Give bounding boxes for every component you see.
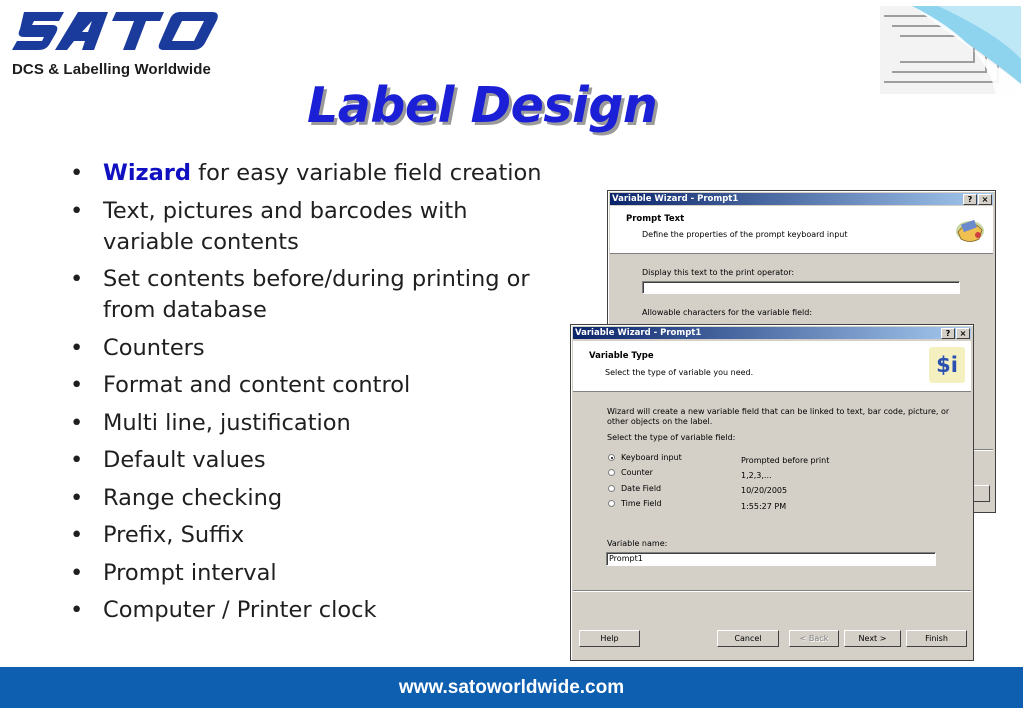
help-button[interactable]: Help xyxy=(579,630,640,647)
variable-type-dialog xyxy=(570,324,974,661)
keyboard-prompt-icon xyxy=(953,212,987,246)
bullet-text: Set contents before/during printing or from database xyxy=(103,266,530,323)
bullet-text: Default values xyxy=(103,447,266,473)
counter-radio[interactable] xyxy=(608,469,615,476)
date-field-label[interactable]: Date Field xyxy=(621,484,662,493)
date-field-radio[interactable] xyxy=(608,485,615,492)
keyboard-input-label[interactable]: Keyboard input xyxy=(621,453,682,462)
feature-list xyxy=(70,158,560,633)
sato-logo xyxy=(12,12,222,84)
dialog-header xyxy=(610,206,993,254)
sato-wordmark-logo xyxy=(12,12,218,50)
cancel-button[interactable]: Cancel xyxy=(717,630,779,647)
bullet-icon: • xyxy=(70,160,84,186)
time-field-example: 1:55:27 PM xyxy=(741,502,787,511)
partially-hidden-button[interactable] xyxy=(972,485,990,502)
list-item xyxy=(70,158,560,189)
dialog-title: Variable Wizard - Prompt1 xyxy=(612,194,739,204)
footer-bar xyxy=(0,667,1023,708)
keyboard-input-radio[interactable] xyxy=(608,454,615,461)
bullet-icon: • xyxy=(70,597,84,623)
bullet-icon: • xyxy=(70,409,84,436)
page-curl-graphic xyxy=(878,4,1023,96)
dialog-title: Variable Wizard - Prompt1 xyxy=(575,328,702,338)
intro-text: Wizard will create a new variable field that can be linked to text, bar code, picture, or xyxy=(607,407,950,416)
bullet-icon: • xyxy=(70,372,84,398)
dialog-separator xyxy=(573,590,971,592)
list-item xyxy=(70,333,560,364)
list-item xyxy=(70,370,560,401)
header-title: Prompt Text xyxy=(626,214,685,224)
display-text-label: Display this text to the print operator: xyxy=(642,268,795,277)
back-button[interactable]: < Back xyxy=(789,630,839,647)
select-type-label: Select the type of variable field: xyxy=(607,433,736,442)
allowable-characters-label: Allowable characters for the variable field: xyxy=(642,308,813,317)
dialog-titlebar[interactable] xyxy=(610,193,993,205)
list-item xyxy=(70,558,560,589)
bullet-text: Prompt interval xyxy=(103,559,277,586)
variable-icon: $i xyxy=(929,347,965,383)
bullet-text: Text, pictures and barcodes with variable contents xyxy=(103,197,468,255)
bullet-icon: • xyxy=(70,559,84,586)
keyboard-input-example: Prompted before print xyxy=(741,456,830,465)
dialog-titlebar[interactable] xyxy=(573,327,971,339)
header-subtitle: Select the type of variable you need. xyxy=(605,368,754,377)
header-title: Variable Type xyxy=(589,351,654,361)
bullet-text: Counters xyxy=(103,334,205,361)
bullet-icon: • xyxy=(70,484,84,511)
footer-url-link[interactable]: www.satoworldwide.com xyxy=(398,677,625,698)
close-icon[interactable]: × xyxy=(956,328,970,339)
list-item xyxy=(70,520,560,551)
counter-example: 1,2,3,... xyxy=(741,471,772,480)
help-icon[interactable]: ? xyxy=(963,194,977,205)
bullet-text: Prefix, Suffix xyxy=(103,522,245,548)
counter-label[interactable]: Counter xyxy=(621,468,653,477)
time-field-label[interactable]: Time Field xyxy=(621,499,662,508)
bullet-text: Range checking xyxy=(103,484,283,511)
date-field-example: 10/20/2005 xyxy=(741,486,788,495)
help-icon[interactable]: ? xyxy=(941,328,955,339)
page-title: Label Design xyxy=(307,77,658,134)
bullet-text: Format and content control xyxy=(103,372,411,398)
bullet-icon: • xyxy=(70,334,84,361)
list-item xyxy=(70,408,560,439)
finish-button[interactable]: Finish xyxy=(906,630,967,647)
variable-name-label: Variable name: xyxy=(607,539,668,548)
display-text-input[interactable] xyxy=(642,281,960,294)
intro-text-2: other objects on the label. xyxy=(607,417,713,426)
bullet-icon: • xyxy=(70,266,84,292)
dialog-header xyxy=(573,341,971,392)
time-field-radio[interactable] xyxy=(608,500,615,507)
list-item xyxy=(70,196,560,258)
bullet-text: Multi line, justification xyxy=(103,409,351,436)
list-item xyxy=(70,264,560,326)
bullet-text: for easy variable field creation xyxy=(191,160,542,186)
list-item xyxy=(70,445,560,476)
bullet-bold-text: Wizard xyxy=(103,160,192,186)
bullet-icon: • xyxy=(70,447,84,473)
logo-tagline: DCS & Labelling Worldwide xyxy=(12,61,211,78)
bullet-icon: • xyxy=(70,522,84,548)
list-item xyxy=(70,483,560,514)
variable-name-input[interactable]: Prompt1 xyxy=(606,552,936,566)
bullet-text: Computer / Printer clock xyxy=(103,597,377,623)
close-icon[interactable]: × xyxy=(978,194,992,205)
next-button[interactable]: Next > xyxy=(844,630,901,647)
header-subtitle: Define the properties of the prompt keyboard input xyxy=(642,230,848,239)
list-item xyxy=(70,595,560,626)
bullet-icon: • xyxy=(70,197,84,224)
